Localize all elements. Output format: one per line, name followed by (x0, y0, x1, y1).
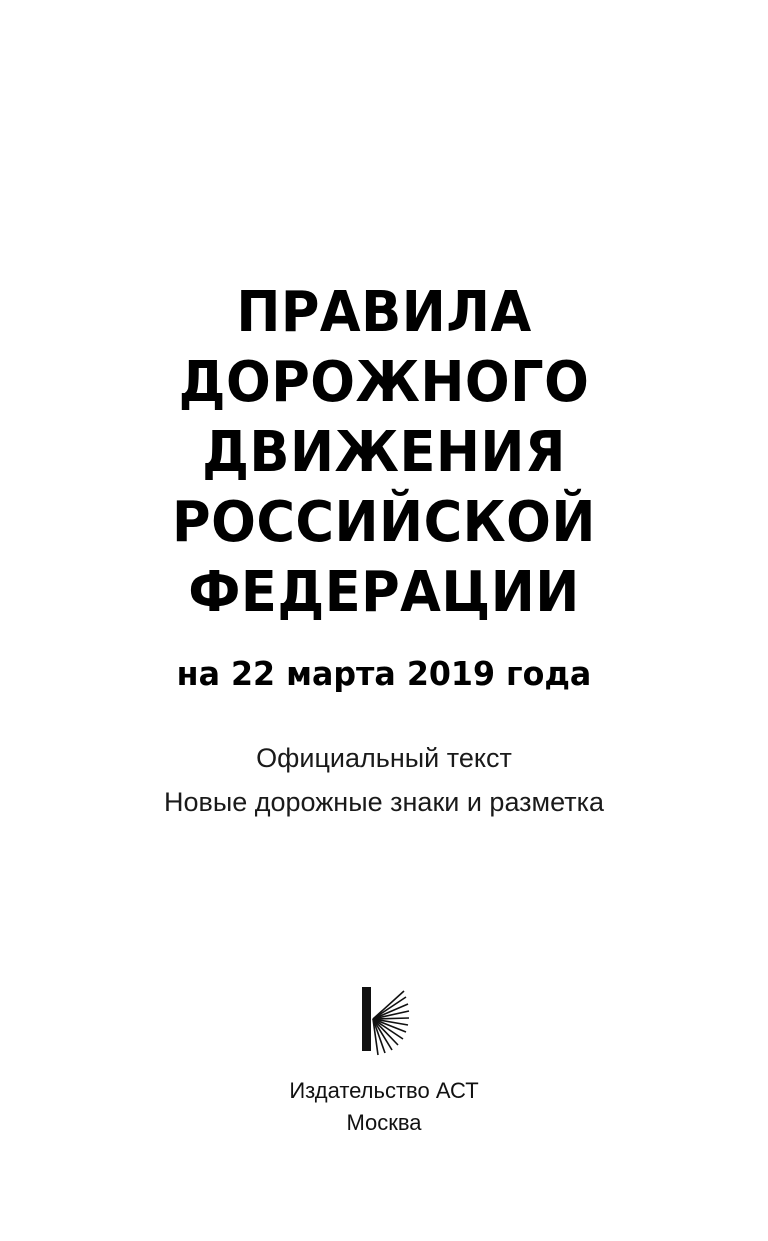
title-line-2: ДОРОЖНОГО (178, 350, 590, 415)
publisher-name: Издательство АСТ (289, 1078, 479, 1103)
title-line-1: ПРАВИЛА (236, 280, 532, 345)
title-line-5: ФЕДЕРАЦИИ (188, 560, 580, 625)
publisher-city: Москва (346, 1110, 422, 1135)
title-block (0, 278, 768, 694)
subtitle-new-signs: Новые дорожные знаки и разметка (163, 787, 605, 817)
subtitle-official-text: Официальный текст (256, 743, 512, 773)
page-title (23, 278, 745, 628)
ast-publisher-logo-icon (348, 985, 420, 1061)
title-line-4: РОССИЙСКОЙ (172, 490, 596, 555)
title-line-3: ДВИЖЕНИЯ (202, 420, 566, 485)
publisher-block (0, 985, 768, 1139)
edition-date: на 22 марта 2019 года (176, 654, 592, 693)
subtitle-block (0, 736, 768, 824)
